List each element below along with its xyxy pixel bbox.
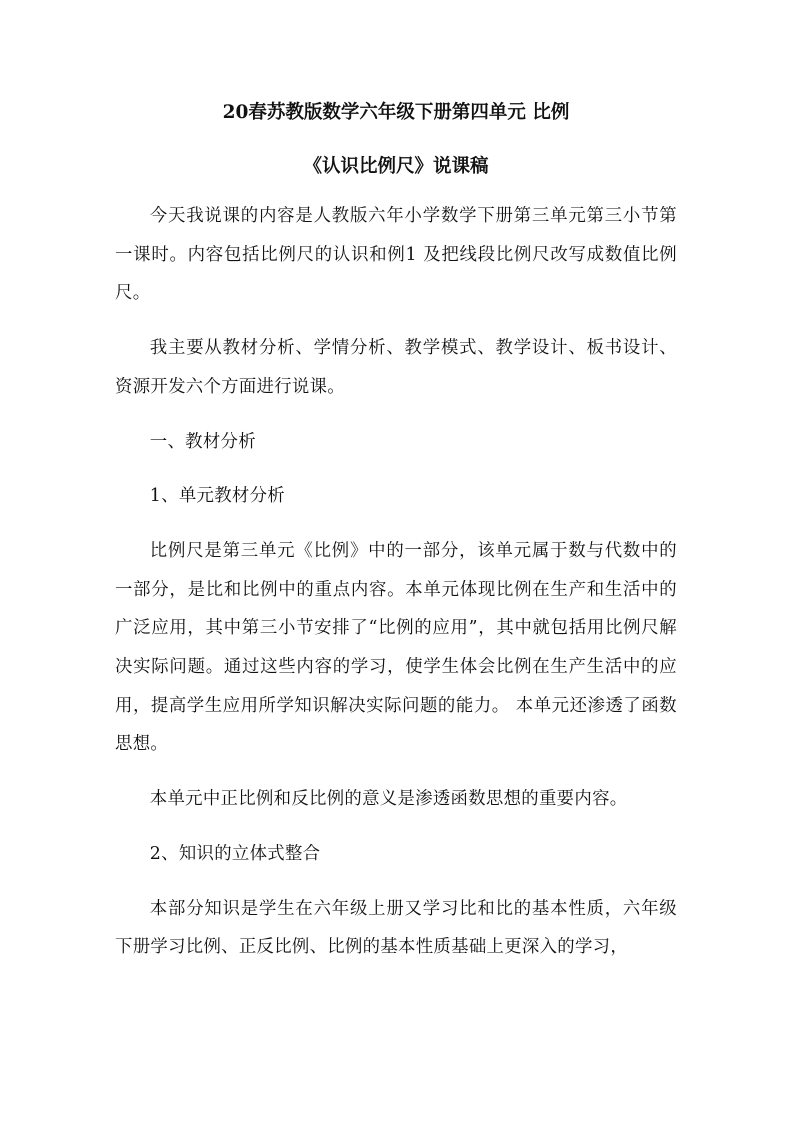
paragraph-knowledge-integration: 本部分知识是学生在六年级上册又学习比和比的基本性质，六年级下册学习比例、正反比例、比例的基本性质基础上更深入的学习， bbox=[115, 898, 677, 958]
section-heading-textbook-analysis: 一、教材分析 bbox=[149, 431, 256, 452]
subsection-heading-knowledge-integration: 2、知识的立体式整合 bbox=[149, 843, 321, 864]
paragraph-intro: 今天我说课的内容是人教版六年小学数学下册第三单元第三小节第一课时。内容包括比例尺的认识和例1 及把线段比例尺改写成数值比例尺。 bbox=[115, 206, 677, 304]
document-subtitle: 《认识比例尺》说课稿 bbox=[303, 156, 489, 177]
paragraph-outline: 我主要从教材分析、学情分析、教学模式、教学设计、板书设计、资源开发六个方面进行说课。 bbox=[115, 338, 677, 397]
document-title: 20春苏教版数学六年级下册第四单元 比例 bbox=[222, 102, 570, 123]
document-body bbox=[115, 98, 677, 967]
paragraph-function-idea: 本单元中正比例和反比例的意义是渗透函数思想的重要内容。 bbox=[149, 789, 628, 810]
subsection-heading-unit-analysis: 1、单元教材分析 bbox=[149, 486, 285, 507]
paragraph-unit-analysis: 比例尺是第三单元《比例》中的一部分，该单元属于数与代数中的一部分，是比和比例中的重点内容。本单元体现比例在生产和生活中的广泛应用，其中第三小节安排了“比例的应用”，其中就包括用比例尺解决实际问题。通过这些内容的学习，使学生体会比例在生产生活中的应用，提高学生应用所学知识解决实际问题的能力。 本单元还渗透了函数思想。 bbox=[115, 540, 677, 755]
